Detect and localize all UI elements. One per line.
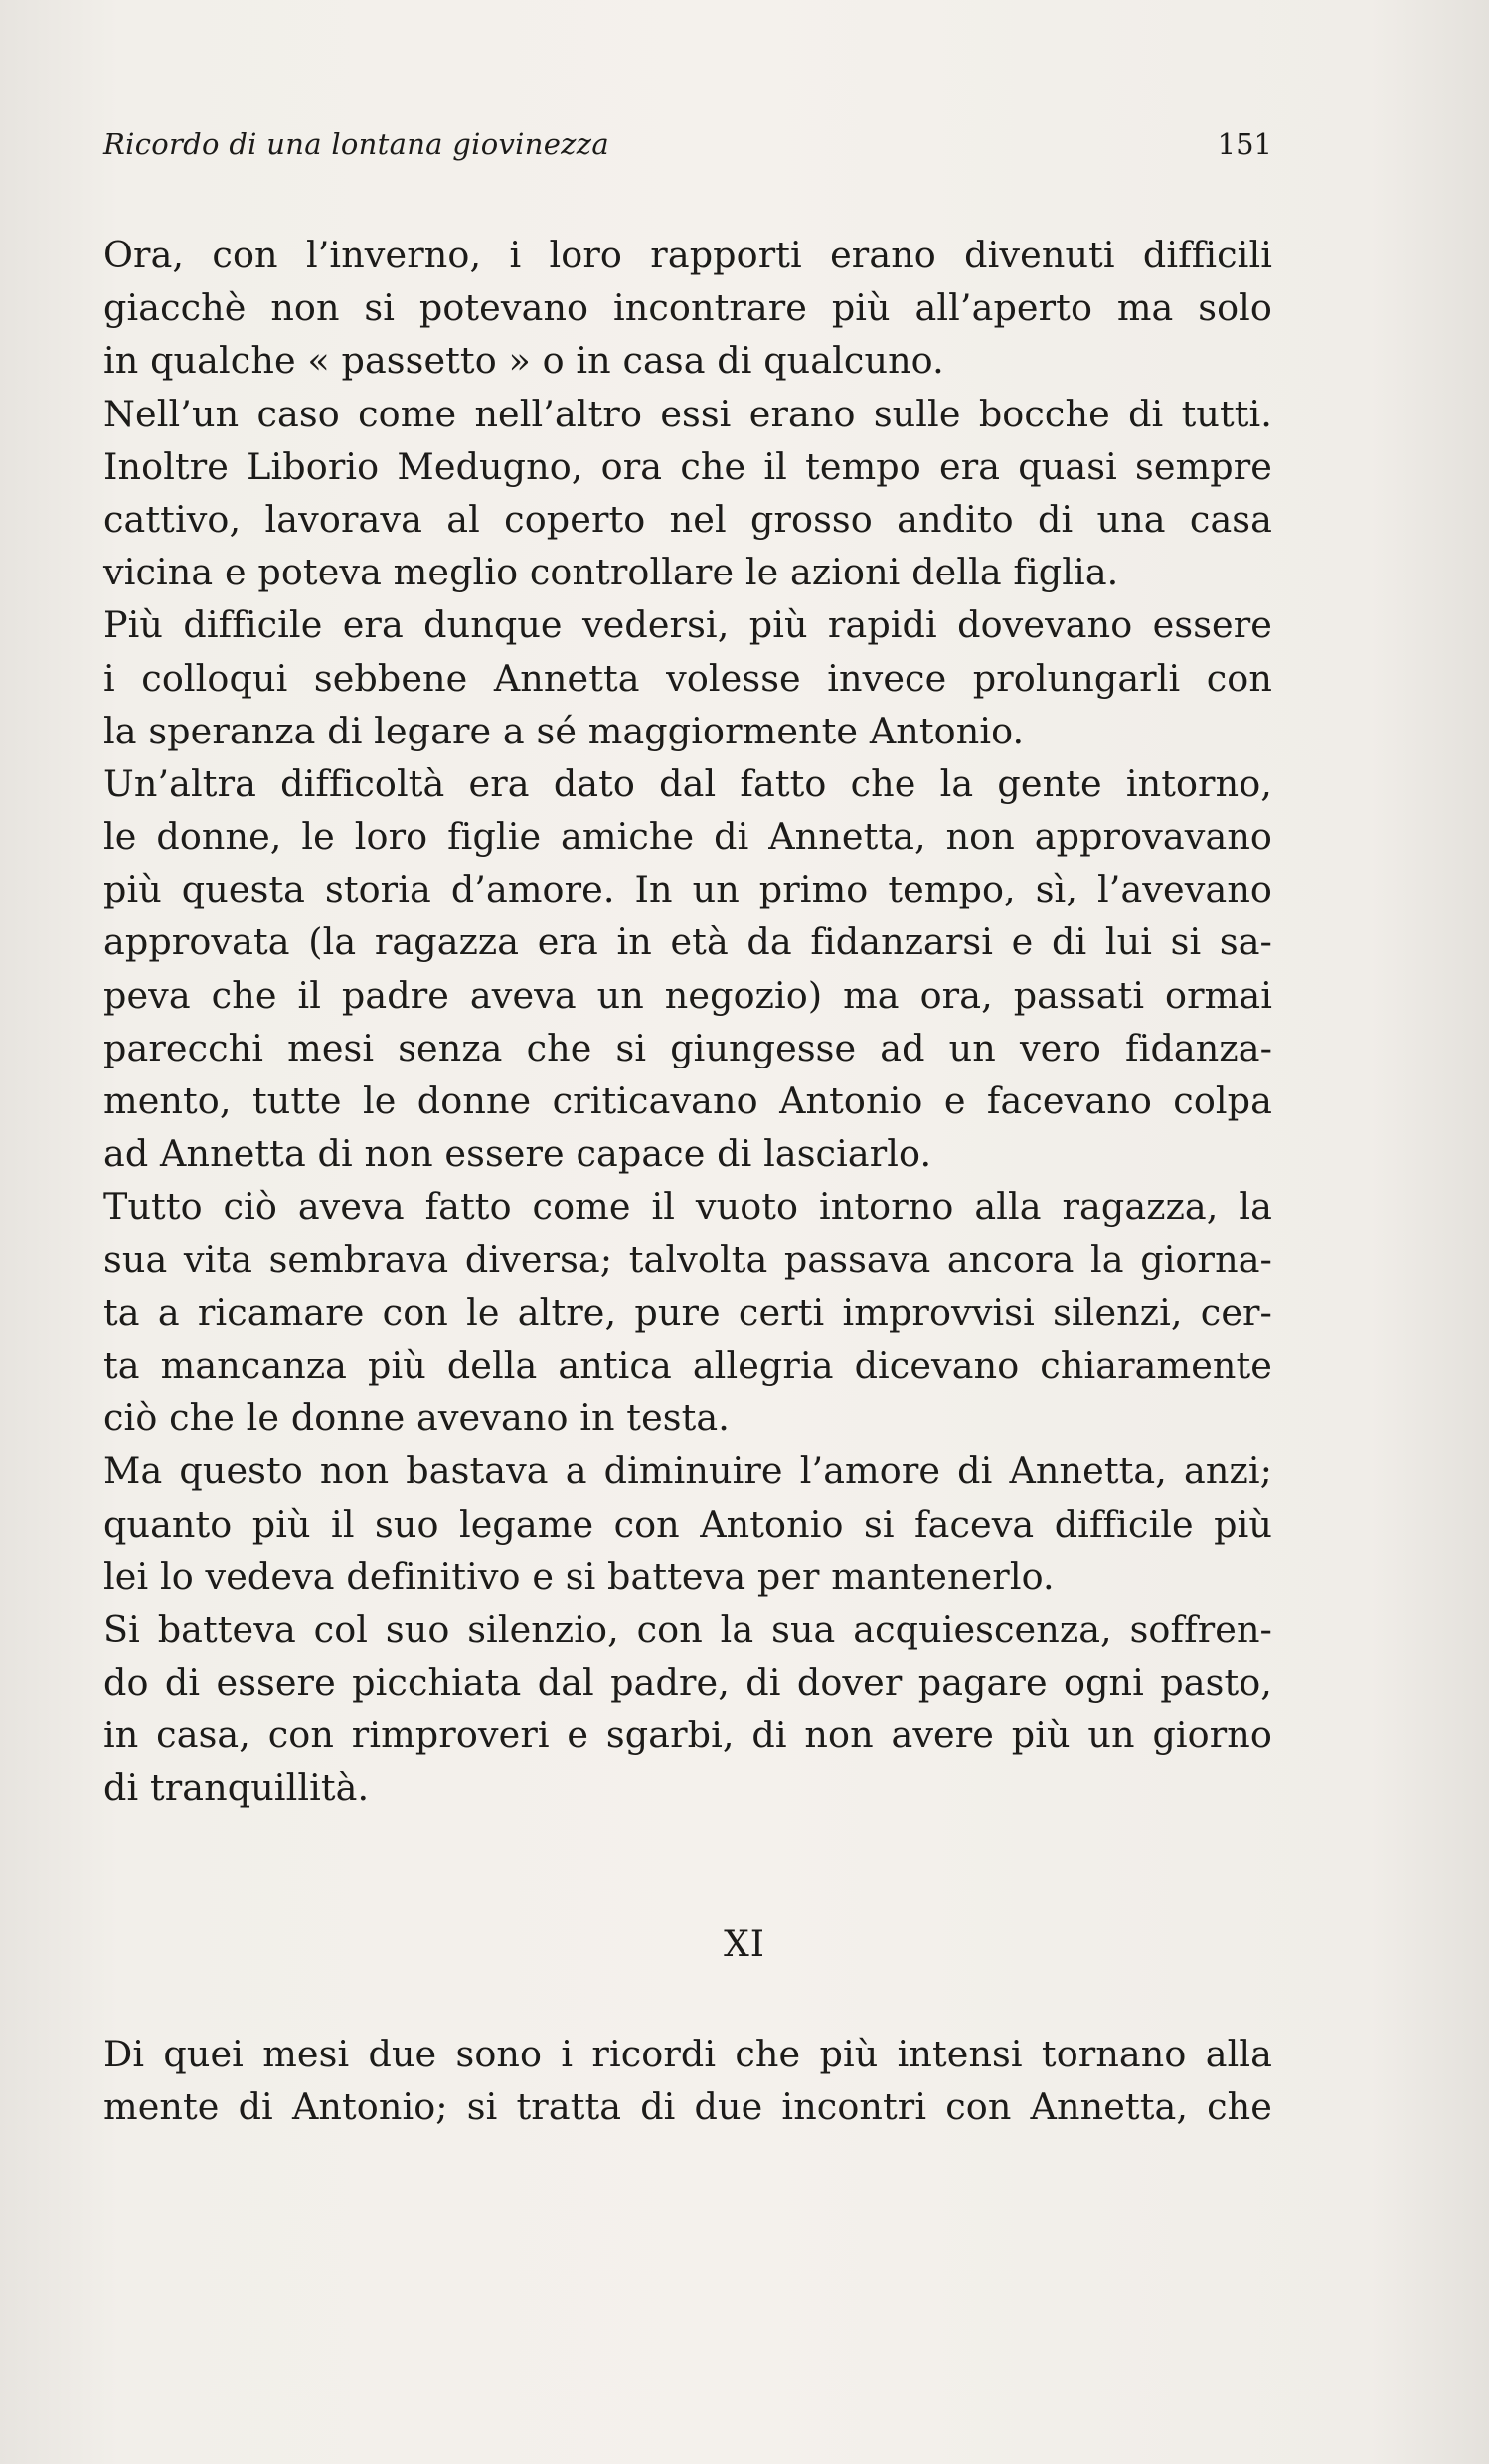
text-line: più questa storia d’amore. In un primo tempo, sì, l’avevano [103,868,1272,911]
text-line: Inoltre Liborio Medugno, ora che il tempo era quasi sempre [103,444,1272,488]
text-line: in casa, con rimproveri e sgarbi, di non avere più un giorno [103,1714,1272,1757]
text-line: Si batteva col suo silenzio, con la sua acquiescenza, soffren- [103,1607,1272,1651]
text-line: la speranza di legare a sé maggiormente Antonio. [103,709,1025,752]
text-line: di tranquillità. [103,1766,370,1810]
text-line: i colloqui sebbene Annetta volesse invece prolungarli con [103,656,1272,700]
running-head [103,127,1272,177]
text-line: cattivo, lavorava al coperto nel grosso andito di una casa [103,497,1272,541]
text-line: peva che il padre aveva un negozio) ma ora, passati ormai [103,973,1272,1017]
text-line: vicina e poteva meglio controllare le azioni della figlia. [103,551,1119,594]
text-line: Ora, con l’inverno, i loro rapporti erano divenuti difficili [103,234,1272,276]
text-line: in qualche « passetto » o in casa di qualcuno. [103,339,944,383]
body-text [103,229,1272,1815]
text-line: quanto più il suo legame con Antonio si faceva difficile più [103,1502,1272,1546]
text-line: do di essere picchiata dal padre, di dover pagare ogni pasto, [103,1661,1272,1705]
text-line: Nell’un caso come nell’altro essi erano sulle bocche di tutti. [103,392,1272,435]
text-line: giacchè non si potevano incontrare più all’aperto ma solo [103,286,1272,330]
text-line: Tutto ciò aveva fatto come il vuoto intorno alla ragazza, la [103,1185,1272,1229]
chapter-heading: XI [724,1924,765,1965]
text-line: approvata (la ragazza era in età da fidanzarsi e di lui si sa- [103,920,1272,964]
text-line: ciò che le donne avevano in testa. [103,1396,730,1440]
text-line: mente di Antonio; si tratta di due incontri con Annetta, che [103,2085,1272,2129]
text-line: Ma questo non bastava a diminuire l’amore di Annetta, anzi; [103,1449,1272,1493]
page-number: 151 [1217,127,1272,161]
text-line: Un’altra difficoltà era dato dal fatto che la gente intorno, [103,761,1272,805]
text-line: ta mancanza più della antica allegria dicevano chiaramente [103,1343,1272,1387]
text-line: Di quei mesi due sono i ricordi che più intensi tornano alla [103,2033,1272,2075]
text-line: parecchi mesi senza che si giungesse ad un vero fidanza- [103,1026,1272,1069]
text-line: lei lo vedeva definitivo e si batteva per mantenerlo. [103,1555,1055,1598]
text-line: sua vita sembrava diversa; talvolta passava ancora la giorna- [103,1237,1272,1281]
text-line: ta a ricamare con le altre, pure certi improvvisi silenzi, cer- [103,1290,1272,1334]
chapter-text [103,2028,1272,2133]
text-line: le donne, le loro figlie amiche di Annetta, non approvavano [103,815,1272,859]
text-line: Più difficile era dunque vedersi, più rapidi dovevano essere [103,603,1272,647]
running-title: Ricordo di una lontana giovinezza [103,127,609,161]
text-line: mento, tutte le donne criticavano Antonio e facevano colpa [103,1079,1272,1122]
text-line: ad Annetta di non essere capace di lasciarlo. [103,1132,932,1176]
